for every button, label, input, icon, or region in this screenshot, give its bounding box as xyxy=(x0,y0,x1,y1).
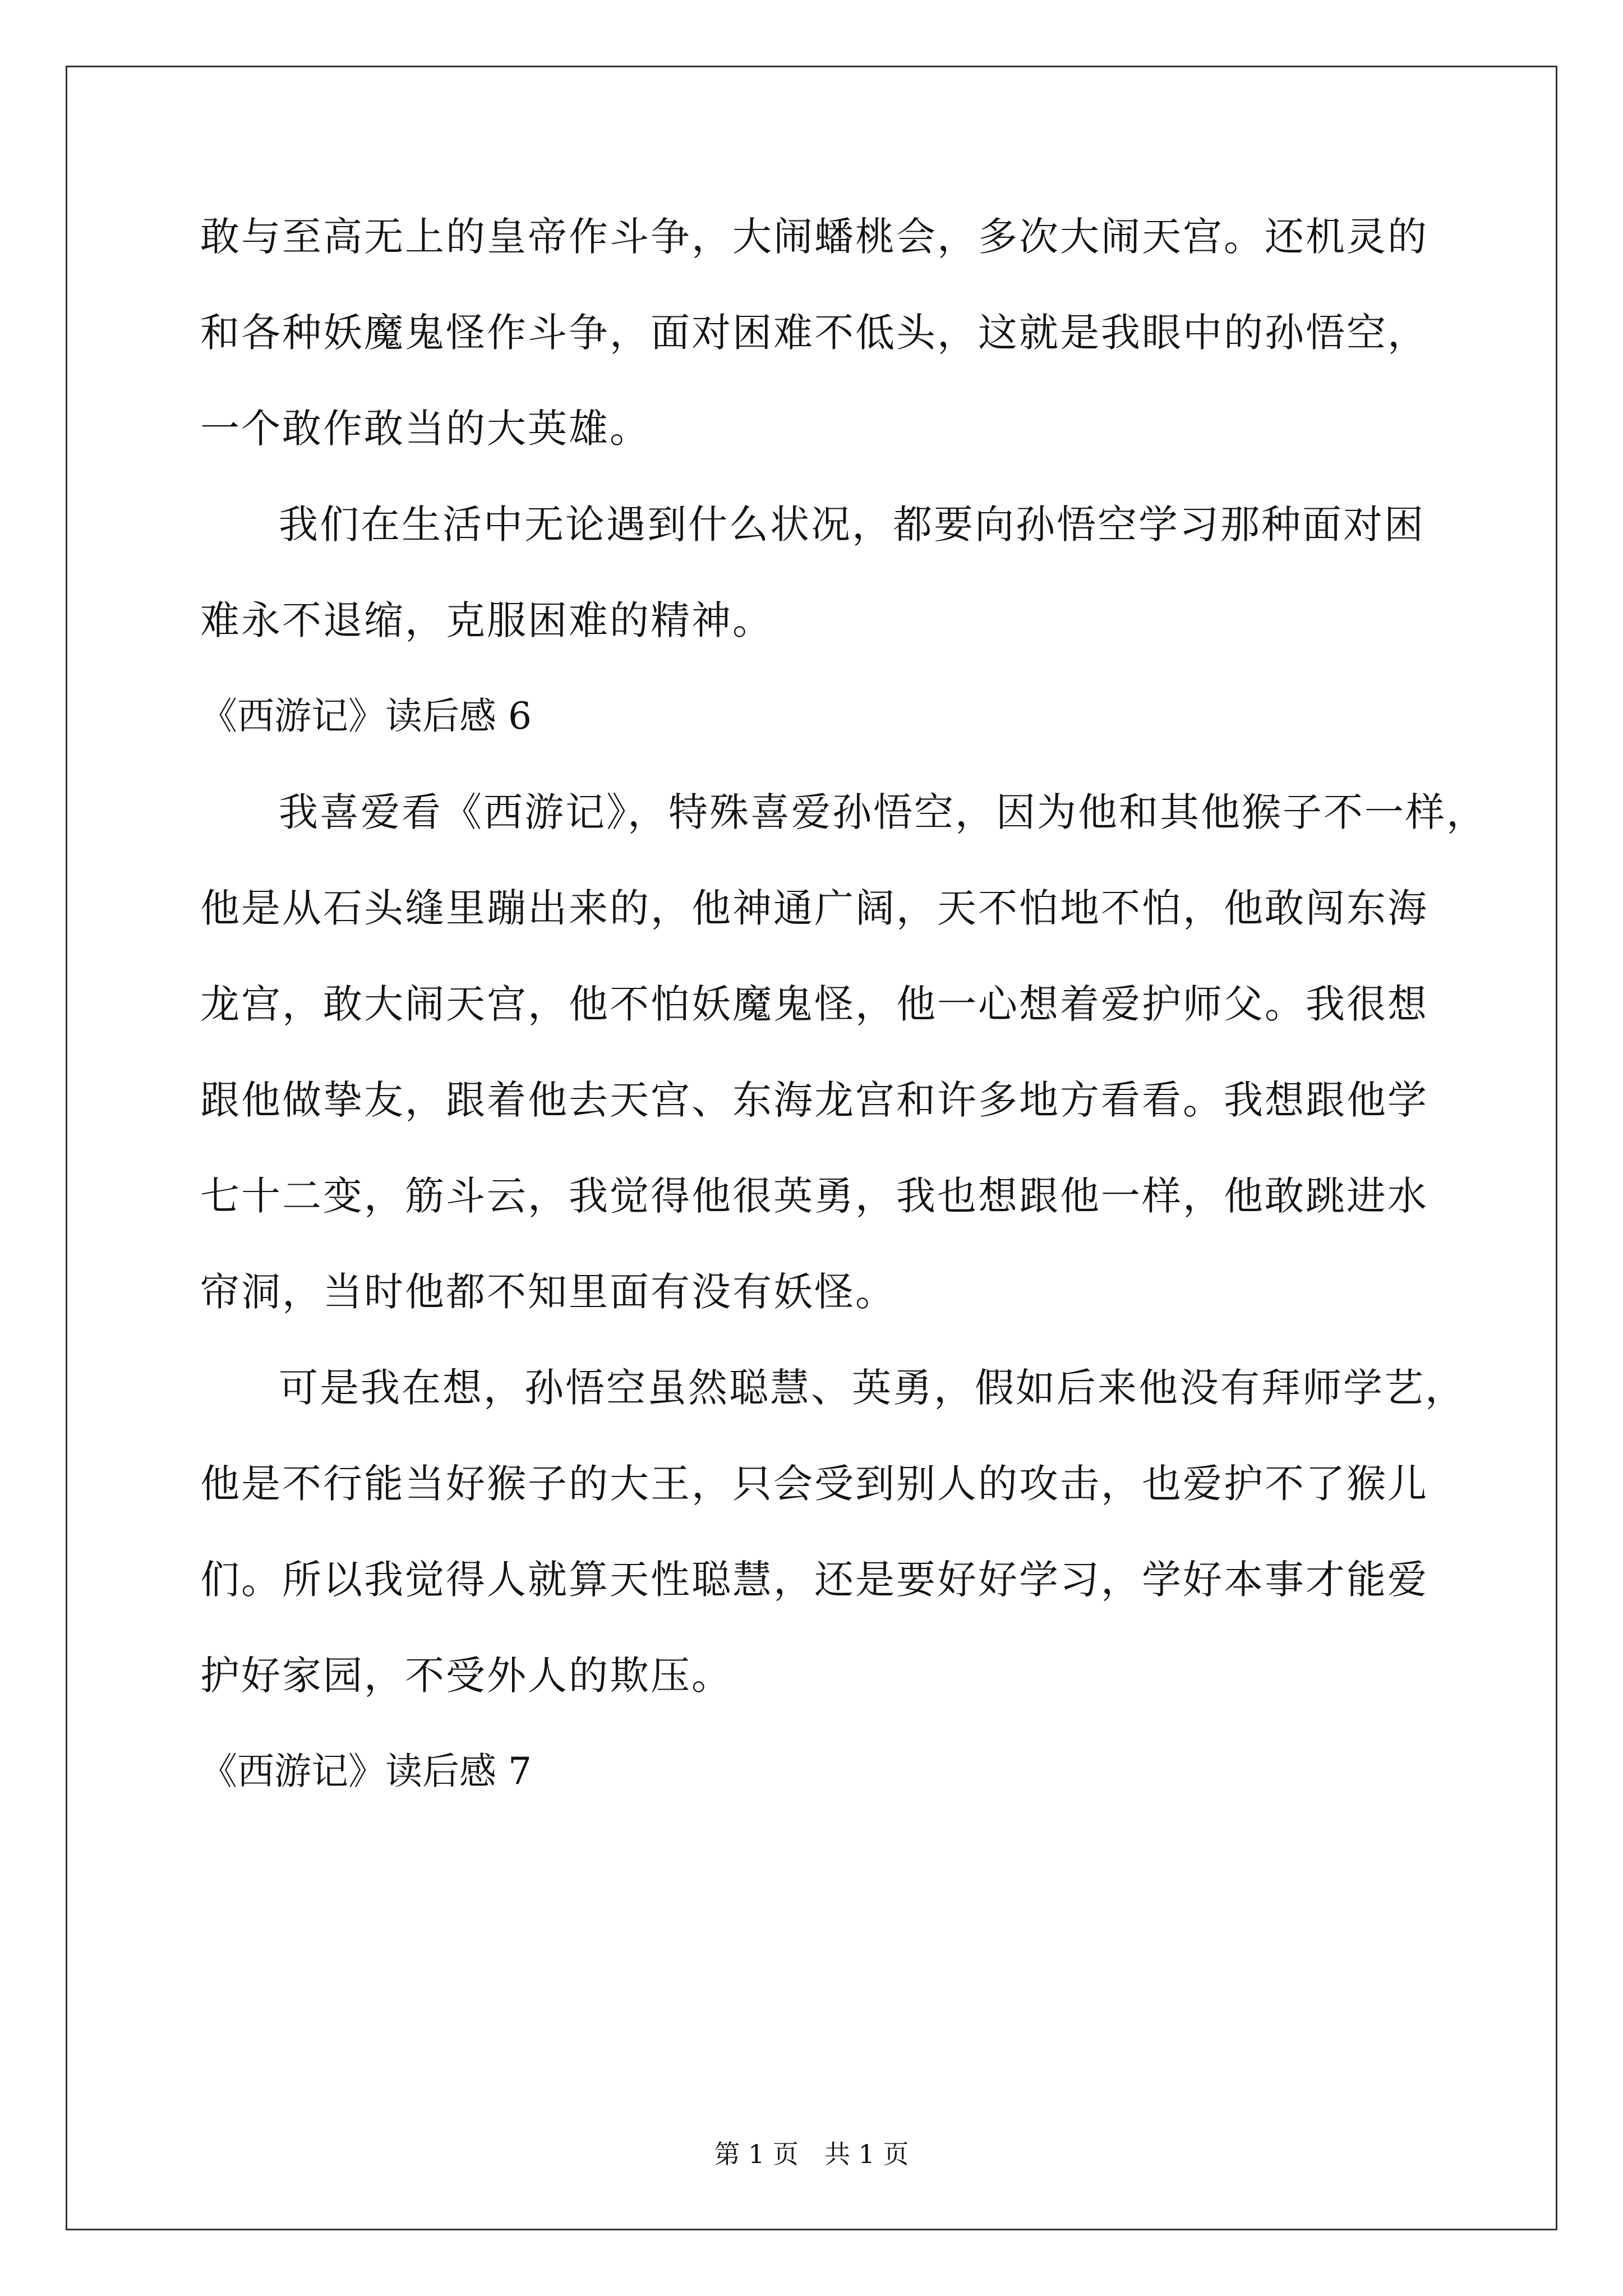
paragraph-line: 我喜爱看《西游记》，特殊喜爱孙悟空，因为他和其他猴子不一样， xyxy=(279,789,1487,835)
paragraph-line: 跟他做挚友，跟着他去天宫、东海龙宫和许多地方看看。我想跟他学 xyxy=(200,1077,1428,1123)
paragraph-line: 一个敢作敢当的大英雄。 xyxy=(200,406,651,452)
page-border xyxy=(66,66,1557,2230)
paragraph-line: 龙宫，敢大闹天宫，他不怕妖魔鬼怪，他一心想着爱护师父。我很想 xyxy=(200,981,1428,1027)
paragraph-line: 敢与至高无上的皇帝作斗争，大闹蟠桃会，多次大闹天宫。还机灵的 xyxy=(200,214,1428,260)
paragraph-line: 和各种妖魔鬼怪作斗争，面对困难不低头，这就是我眼中的孙悟空， xyxy=(200,310,1428,356)
paragraph-line: 可是我在想，孙悟空虽然聪慧、英勇，假如后来他没有拜师学艺， xyxy=(279,1365,1466,1411)
paragraph-line: 们。所以我觉得人就算天性聪慧，还是要好好学习，学好本事才能爱 xyxy=(200,1557,1428,1603)
paragraph-line: 帘洞，当时他都不知里面有没有妖怪。 xyxy=(200,1269,896,1315)
page-number-footer: 第 1 页 共 1 页 xyxy=(714,2139,909,2169)
paragraph-line: 护好家园，不受外人的欺压。 xyxy=(200,1653,732,1699)
paragraph-line: 七十二变，筋斗云，我觉得他很英勇，我也想跟他一样，他敢跳进水 xyxy=(200,1173,1428,1219)
section-heading: 《西游记》读后感 6 xyxy=(200,694,532,738)
paragraph-line: 他是不行能当好猴子的大王，只会受到别人的攻击，也爱护不了猴儿 xyxy=(200,1461,1428,1507)
section-heading: 《西游记》读后感 7 xyxy=(200,1750,532,1793)
paragraph-line: 难永不退缩，克服困难的精神。 xyxy=(200,597,773,643)
paragraph-line: 他是从石头缝里蹦出来的，他神通广阔，天不怕地不怕，他敢闯东海 xyxy=(200,885,1428,931)
paragraph-line: 我们在生活中无论遇到什么状况，都要向孙悟空学习那种面对困 xyxy=(279,501,1425,547)
